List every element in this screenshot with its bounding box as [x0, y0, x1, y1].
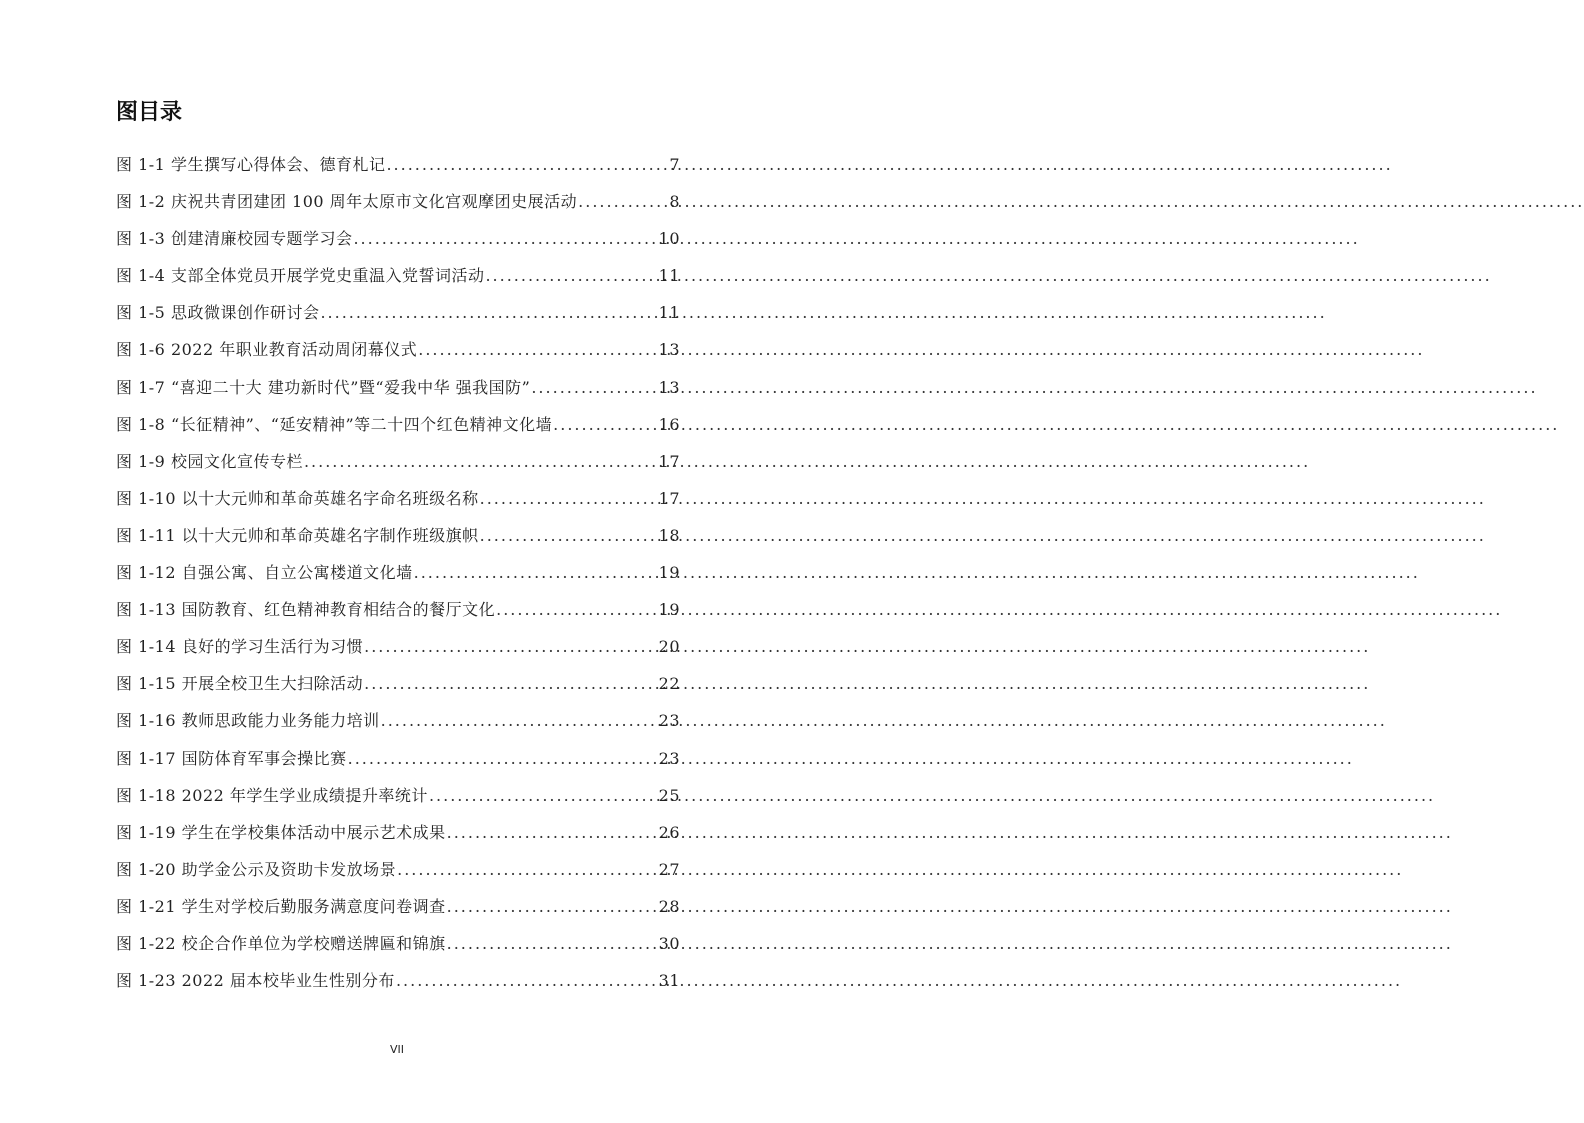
dot-leader — [386, 151, 668, 179]
toc-entry-title: 图 1-16 教师思政能力业务能力培训 — [116, 711, 380, 731]
toc-entry-page: 17 — [658, 451, 680, 471]
dot-leader — [531, 374, 657, 402]
toc-entry-title: 图 1-15 开展全校卫生大扫除活动 — [116, 674, 364, 694]
toc-entry[interactable] — [116, 225, 680, 262]
dot-leader — [447, 893, 658, 921]
toc-entry-page: 28 — [658, 896, 680, 916]
toc-entry[interactable] — [116, 745, 680, 782]
dot-leader — [496, 596, 658, 624]
toc-entry-title: 图 1-17 国防体育军事会操比赛 — [116, 748, 347, 768]
dot-leader — [381, 707, 658, 735]
dot-leader — [304, 448, 658, 476]
toc-entry[interactable] — [116, 151, 680, 188]
toc-entry-title: 图 1-12 自强公寓、自立公寓楼道文化墙 — [116, 563, 413, 583]
toc-entry[interactable] — [116, 633, 680, 670]
toc-entry[interactable] — [116, 967, 680, 1004]
toc-entry-title: 图 1-2 庆祝共青团建团 100 周年太原市文化宫观摩团史展活动 — [116, 192, 578, 212]
dot-leader — [414, 559, 658, 587]
dot-leader — [429, 782, 658, 810]
toc-entry-page: 23 — [658, 748, 680, 768]
dot-leader — [397, 856, 658, 884]
dot-leader — [353, 225, 657, 253]
toc-entry-page: 20 — [658, 637, 680, 657]
toc-entry-title: 图 1-4 支部全体党员开展学党史重温入党誓词活动 — [116, 266, 485, 286]
dot-leader — [480, 485, 658, 513]
dot-leader — [480, 522, 658, 550]
toc-entry[interactable] — [116, 374, 680, 411]
toc-entry-page: 19 — [658, 600, 680, 620]
toc-entry-page: 10 — [658, 229, 680, 249]
dot-leader — [553, 411, 657, 439]
dot-leader — [320, 299, 657, 327]
toc-entry[interactable] — [116, 819, 680, 856]
toc-entry[interactable] — [116, 930, 680, 967]
dot-leader — [447, 930, 658, 958]
toc-entry[interactable] — [116, 188, 680, 225]
page-number: VII — [389, 1043, 404, 1056]
toc-entry-page: 11 — [658, 303, 680, 323]
toc-entry-title: 图 1-13 国防教育、红色精神教育相结合的餐厅文化 — [116, 600, 496, 620]
figure-list — [116, 151, 680, 1004]
toc-entry-page: 22 — [658, 674, 680, 694]
toc-entry[interactable] — [116, 893, 680, 930]
toc-entry-title: 图 1-5 思政微课创作研讨会 — [116, 303, 320, 323]
toc-entry-page: 18 — [658, 525, 680, 545]
toc-entry-title: 图 1-19 学生在学校集体活动中展示艺术成果 — [116, 822, 446, 842]
toc-entry-page: 31 — [658, 971, 680, 991]
toc-entry[interactable] — [116, 299, 680, 336]
dot-leader — [485, 262, 657, 290]
toc-entry[interactable] — [116, 856, 680, 893]
toc-entry-page: 25 — [658, 785, 680, 805]
toc-entry-page: 16 — [658, 414, 680, 434]
dot-leader — [364, 633, 658, 661]
toc-entry-title: 图 1-7 “喜迎二十大 建功新时代”暨“爱我中华 强我国防” — [116, 377, 531, 397]
toc-entry-title: 图 1-21 学生对学校后勤服务满意度问卷调查 — [116, 896, 446, 916]
dot-leader — [364, 670, 658, 698]
toc-entry-title: 图 1-6 2022 年职业教育活动周闭幕仪式 — [116, 340, 418, 360]
toc-entry-title: 图 1-23 2022 届本校毕业生性别分布 — [116, 971, 395, 991]
toc-entry-title: 图 1-14 良好的学习生活行为习惯 — [116, 637, 364, 657]
dot-leader — [418, 336, 657, 364]
toc-entry-title: 图 1-8 “长征精神”、“延安精神”等二十四个红色精神文化墙 — [116, 414, 553, 434]
figure-list-heading: 图目录 — [116, 100, 183, 125]
toc-entry-page: 19 — [658, 563, 680, 583]
toc-entry-page: 23 — [658, 711, 680, 731]
dot-leader — [396, 967, 658, 995]
toc-entry-title: 图 1-1 学生撰写心得体会、德育札记 — [116, 155, 386, 174]
toc-entry[interactable] — [116, 782, 680, 819]
toc-entry-page: 13 — [658, 340, 680, 360]
toc-entry-title: 图 1-11 以十大元帅和革命英雄名字制作班级旗帜 — [116, 525, 479, 545]
toc-entry[interactable] — [116, 411, 680, 448]
toc-entry[interactable] — [116, 670, 680, 707]
toc-entry-title: 图 1-22 校企合作单位为学校赠送牌匾和锦旗 — [116, 933, 446, 953]
toc-entry-title: 图 1-3 创建清廉校园专题学习会 — [116, 229, 353, 249]
toc-entry-title: 图 1-18 2022 年学生学业成绩提升率统计 — [116, 785, 428, 805]
dot-leader — [447, 819, 658, 847]
toc-entry-page: 13 — [658, 377, 680, 397]
toc-entry-page: 27 — [658, 859, 680, 879]
toc-entry[interactable] — [116, 336, 680, 373]
toc-entry[interactable] — [116, 522, 680, 559]
dot-leader — [578, 188, 668, 216]
toc-entry-page: 8 — [669, 192, 680, 212]
toc-entry-title: 图 1-20 助学金公示及资助卡发放场景 — [116, 859, 397, 879]
dot-leader — [348, 745, 658, 773]
toc-entry[interactable] — [116, 262, 680, 299]
toc-entry-page: 7 — [669, 155, 680, 174]
toc-entry-page: 30 — [658, 933, 680, 953]
toc-entry-page: 11 — [658, 266, 680, 286]
toc-entry[interactable] — [116, 448, 680, 485]
toc-entry-page: 26 — [658, 822, 680, 842]
toc-entry-title: 图 1-9 校园文化宣传专栏 — [116, 451, 303, 471]
toc-entry[interactable] — [116, 707, 680, 744]
toc-entry-title: 图 1-10 以十大元帅和革命英雄名字命名班级名称 — [116, 488, 479, 508]
toc-entry[interactable] — [116, 596, 680, 633]
toc-entry[interactable] — [116, 485, 680, 522]
toc-entry-page: 17 — [658, 488, 680, 508]
toc-entry[interactable] — [116, 559, 680, 596]
